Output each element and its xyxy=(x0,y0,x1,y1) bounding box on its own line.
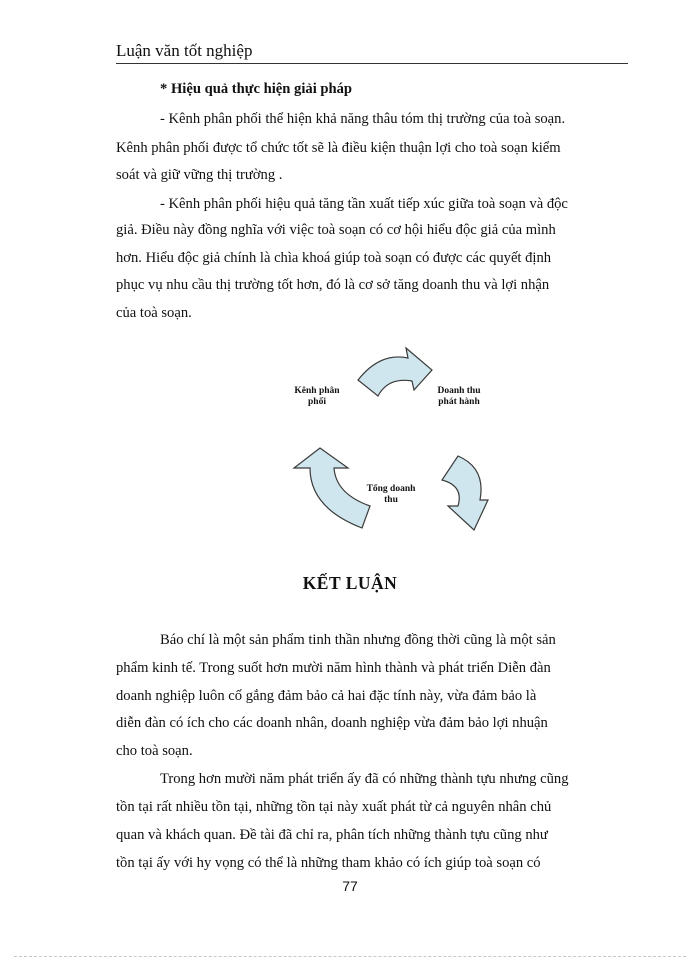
running-header: Luận văn tốt nghiệp xyxy=(116,40,628,64)
section-line: hơn. Hiểu độc giả chính là chìa khoá giúp toà soạn có được các quyết định xyxy=(116,250,552,266)
arrow-top xyxy=(358,348,432,396)
section-line: soát và giữ vững thị trường . xyxy=(116,167,283,183)
conclusion-line: Báo chí là một sản phẩm tinh thần nhưng đồng thời cũng là một sản xyxy=(160,632,556,648)
section-line: phục vụ nhu cầu thị trường tốt hơn, đó là cơ sở tăng doanh thu và lợi nhận xyxy=(116,277,550,293)
conclusion-line: Trong hơn mười năm phát triển ấy đã có những thành tựu nhưng cũng xyxy=(160,771,569,787)
label-circulation-revenue: Doanh thu phát hành xyxy=(437,386,481,407)
page-number: 77 xyxy=(342,878,358,894)
page-bottom-divider xyxy=(14,956,686,957)
conclusion-line: phẩm kinh tế. Trong suốt hơn mười năm hình thành và phát triển Diễn đàn xyxy=(116,660,551,676)
revenue-cycle-diagram xyxy=(280,344,500,534)
section-line: Kênh phân phối được tổ chức tốt sẽ là điều kiện thuận lợi cho toà soạn kiểm xyxy=(116,140,561,156)
conclusion-line: tồn tại ấy với hy vọng có thể là những tham khảo có ích giúp toà soạn có xyxy=(116,855,541,871)
conclusion-title: KẾT LUẬN xyxy=(302,573,398,593)
section-heading: * Hiệu quả thực hiện giải pháp xyxy=(160,81,353,97)
conclusion-line: diễn đàn có ích cho các doanh nhân, doanh nghiệp vừa đảm bảo lợi nhuận xyxy=(116,715,548,731)
conclusion-line: cho toà soạn. xyxy=(116,743,193,759)
conclusion-line: tồn tại rất nhiều tồn tại, những tồn tại này xuất phát từ cả nguyên nhân chủ xyxy=(116,799,552,815)
conclusion-line: quan và khách quan. Đề tài đã chỉ ra, phân tích những thành tựu cũng như xyxy=(116,827,548,843)
section-line: - Kênh phân phối thể hiện khả năng thâu tóm thị trường của toà soạn. xyxy=(160,111,566,127)
label-total-revenue: Tổng doanh thu xyxy=(366,484,416,505)
arrow-right xyxy=(442,456,488,530)
conclusion-line: doanh nghiệp luôn cố gắng đảm bảo cả hai đặc tính này, vừa đảm bảo là xyxy=(116,688,537,704)
label-distribution-channel: Kênh phân phối xyxy=(294,386,340,407)
section-line: - Kênh phân phối hiệu quả tăng tần xuất tiếp xúc giữa toà soạn và độc xyxy=(160,196,568,212)
section-line: của toà soạn. xyxy=(116,305,192,321)
section-line: giả. Điều này đồng nghĩa với việc toà soạn có cơ hội hiểu độc giả của mình xyxy=(116,222,556,238)
